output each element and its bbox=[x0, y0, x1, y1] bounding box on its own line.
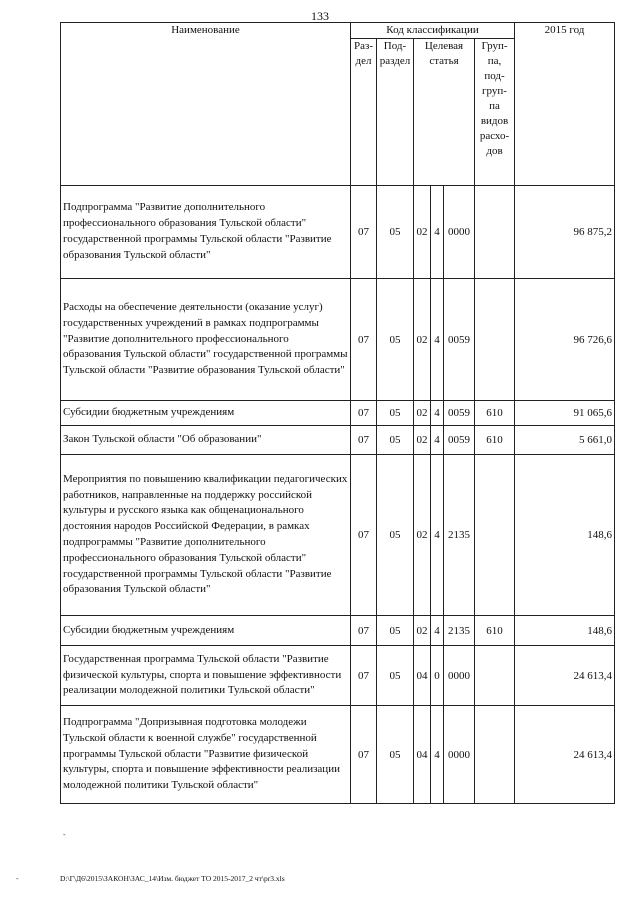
row-target-program-cell: 02 bbox=[414, 401, 431, 426]
row-name-cell: Расходы на обеспечение деятельности (оказание услуг) государственных учреждений в рамках подпрограммы "Развитие дополнительного профессионального образования Тульской области" государственной программы Тульской области "Развитие образования Тульской области" bbox=[61, 279, 351, 401]
header-classification-code: Код классификации bbox=[351, 23, 515, 39]
row-expense-group-cell bbox=[475, 646, 515, 706]
row-section-cell: 07 bbox=[351, 616, 377, 646]
row-target-direction-cell: 0059 bbox=[444, 279, 475, 401]
row-expense-group-cell: 610 bbox=[475, 426, 515, 455]
row-name-cell: Подпрограмма "Развитие дополнительного профессионального образования Тульской области" государственной программы Тульской области "Развитие образования Тульской области" bbox=[61, 186, 351, 279]
row-target-program-cell: 02 bbox=[414, 455, 431, 616]
row-target-subprogram-cell: 4 bbox=[431, 279, 444, 401]
row-subsection-cell: 05 bbox=[377, 401, 414, 426]
row-target-subprogram-cell: 4 bbox=[431, 186, 444, 279]
row-subsection-cell: 05 bbox=[377, 279, 414, 401]
row-section-cell: 07 bbox=[351, 401, 377, 426]
table-row bbox=[61, 279, 615, 401]
row-amount-cell: 91 065,6 bbox=[515, 401, 615, 426]
budget-table bbox=[60, 22, 615, 804]
row-target-direction-cell: 0000 bbox=[444, 186, 475, 279]
row-name-cell: Мероприятия по повышению квалификации педагогических работников, направленные на поддержку российской культуры и русского языка как общенационального достояния народов Российской Федерации, в рамках подпрограммы "Развитие дополнительного профессионального образования Тульской области" государственной программы Тульской области "Развитие образования Тульской области" bbox=[61, 455, 351, 616]
table-row bbox=[61, 646, 615, 706]
row-target-program-cell: 04 bbox=[414, 646, 431, 706]
row-name-cell: Государственная программа Тульской области "Развитие физической культуры, спорта и повышение эффективности реализации молодежной политики Тульской области" bbox=[61, 646, 351, 706]
row-expense-group-cell bbox=[475, 279, 515, 401]
row-subsection-cell: 05 bbox=[377, 706, 414, 804]
row-target-subprogram-cell: 4 bbox=[431, 706, 444, 804]
row-subsection-cell: 05 bbox=[377, 186, 414, 279]
row-target-program-cell: 02 bbox=[414, 186, 431, 279]
row-subsection-cell: 05 bbox=[377, 455, 414, 616]
row-target-subprogram-cell: 0 bbox=[431, 646, 444, 706]
header-section: Раз- дел bbox=[351, 39, 377, 186]
row-expense-group-cell bbox=[475, 186, 515, 279]
row-amount-cell: 96 875,2 bbox=[515, 186, 615, 279]
table-row bbox=[61, 616, 615, 646]
row-amount-cell: 148,6 bbox=[515, 616, 615, 646]
row-target-program-cell: 02 bbox=[414, 279, 431, 401]
row-target-subprogram-cell: 4 bbox=[431, 455, 444, 616]
row-target-direction-cell: 0059 bbox=[444, 401, 475, 426]
header-name: Наименование bbox=[61, 23, 351, 186]
row-name-cell: Субсидии бюджетным учреждениям bbox=[61, 401, 351, 426]
row-name-cell: Субсидии бюджетным учреждениям bbox=[61, 616, 351, 646]
row-expense-group-cell: 610 bbox=[475, 401, 515, 426]
row-target-subprogram-cell: 4 bbox=[431, 401, 444, 426]
row-target-program-cell: 02 bbox=[414, 426, 431, 455]
row-target-direction-cell: 0000 bbox=[444, 706, 475, 804]
table-row bbox=[61, 455, 615, 616]
row-target-direction-cell: 2135 bbox=[444, 455, 475, 616]
row-amount-cell: 96 726,6 bbox=[515, 279, 615, 401]
row-section-cell: 07 bbox=[351, 186, 377, 279]
row-amount-cell: 148,6 bbox=[515, 455, 615, 616]
row-target-subprogram-cell: 4 bbox=[431, 616, 444, 646]
table-row bbox=[61, 401, 615, 426]
row-section-cell: 07 bbox=[351, 646, 377, 706]
table-row bbox=[61, 426, 615, 455]
row-amount-cell: 24 613,4 bbox=[515, 706, 615, 804]
row-expense-group-cell bbox=[475, 455, 515, 616]
row-subsection-cell: 05 bbox=[377, 616, 414, 646]
row-name-cell: Закон Тульской области "Об образовании" bbox=[61, 426, 351, 455]
margin-mark: - bbox=[63, 830, 66, 839]
row-amount-cell: 5 661,0 bbox=[515, 426, 615, 455]
row-expense-group-cell bbox=[475, 706, 515, 804]
header-expense-group: Груп- па, под- груп- па видов расхо- дов bbox=[475, 39, 515, 186]
row-target-program-cell: 02 bbox=[414, 616, 431, 646]
row-section-cell: 07 bbox=[351, 279, 377, 401]
row-name-cell: Подпрограмма "Допризывная подготовка молодежи Тульской области к военной службе" государственной программы Тульской области "Развитие физической культуры, спорта и повышение эффективности реализации молодежной политики Тульской области" bbox=[61, 706, 351, 804]
table-row bbox=[61, 186, 615, 279]
row-subsection-cell: 05 bbox=[377, 426, 414, 455]
row-subsection-cell: 05 bbox=[377, 646, 414, 706]
row-expense-group-cell: 610 bbox=[475, 616, 515, 646]
margin-mark: - bbox=[16, 874, 19, 883]
row-target-subprogram-cell: 4 bbox=[431, 426, 444, 455]
row-section-cell: 07 bbox=[351, 706, 377, 804]
footer-file-path: D:\Г\Д6\2015\ЗАКОН\ЗАС_14\Изм. бюджет ТО 2015-2017_2 чт\pr3.xls bbox=[60, 874, 285, 883]
row-amount-cell: 24 613,4 bbox=[515, 646, 615, 706]
page-number: 133 bbox=[311, 9, 329, 23]
table-body bbox=[61, 186, 615, 804]
table-row bbox=[61, 706, 615, 804]
header-subsection: Под- раздел bbox=[377, 39, 414, 186]
row-target-direction-cell: 2135 bbox=[444, 616, 475, 646]
row-target-direction-cell: 0059 bbox=[444, 426, 475, 455]
row-target-program-cell: 04 bbox=[414, 706, 431, 804]
row-section-cell: 07 bbox=[351, 455, 377, 616]
row-section-cell: 07 bbox=[351, 426, 377, 455]
header-target-article: Целевая статья bbox=[414, 39, 475, 186]
header-year: 2015 год bbox=[515, 23, 615, 186]
row-target-direction-cell: 0000 bbox=[444, 646, 475, 706]
